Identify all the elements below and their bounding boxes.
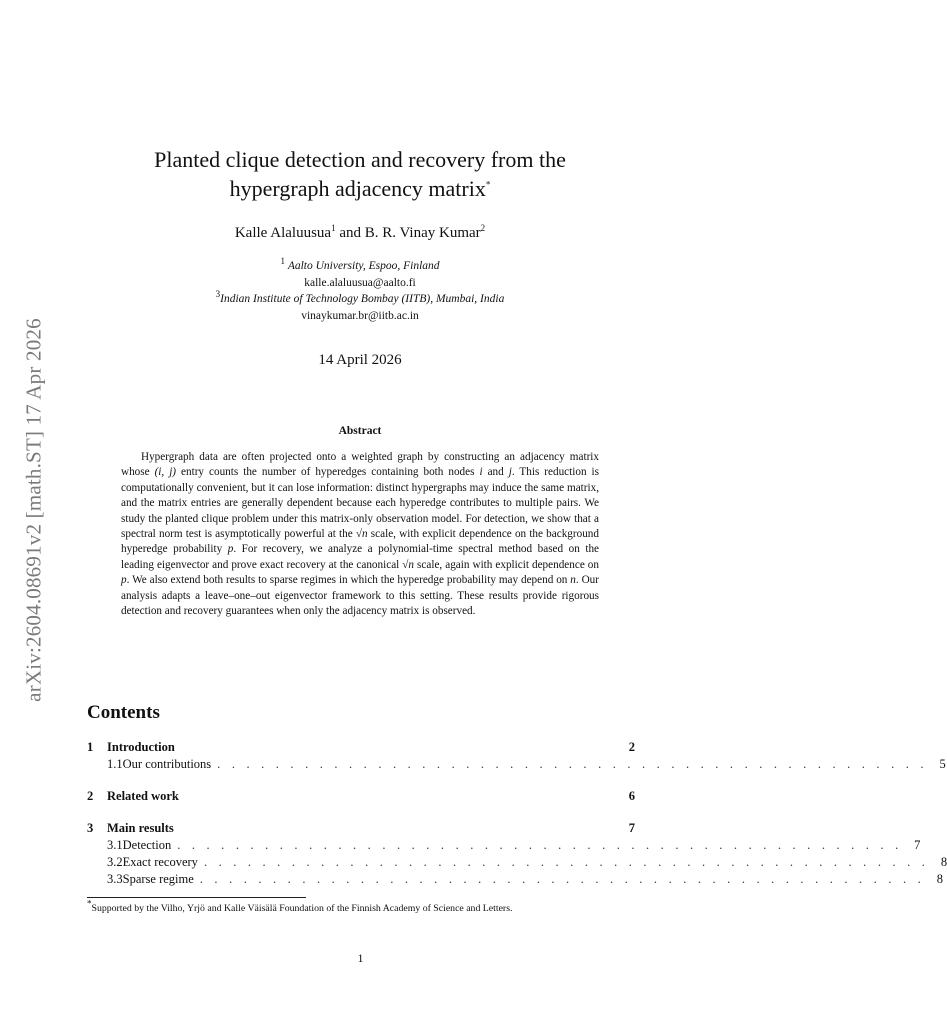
toc-number: 3 (87, 821, 94, 835)
abstract-text-9: . Our analysis adapts a leave–one–out eigenvector framework to this setting. These results provide rigorous detection and recovery guarantees when only the adjacency matrix is observed. (121, 574, 599, 618)
abstract-math-n: n (570, 574, 576, 587)
toc-page: 7 (628, 821, 635, 835)
footnote-rule (87, 897, 306, 898)
abstract-text-8: . We also extend both results to sparse regimes in which the hyperedge probability may depend on (126, 574, 571, 587)
toc-page: 7 (914, 838, 921, 852)
abstract-heading: Abstract (338, 425, 382, 437)
abstract-text-5: scale, with explicit dependence on the background hyperedge probability (121, 528, 599, 556)
affiliation-2-institution: Indian Institute of Technology Bombay (IITB), Mumbai, India (220, 293, 505, 305)
toc-title: Detection (122, 838, 172, 852)
abstract-math-ij: (i, j) (154, 466, 177, 479)
authors-line (95, 225, 625, 242)
abstract-text-4: . This reduction is computationally convenient, but it can lose information: distinct hypergraphs may induce the same matrix, and the matrix entries are generally dependent because each hyperedge contributes to multiple pairs. We study the planted clique problem under this matrix-only observation model. For detection, we show that a spectral norm test is asymptotically powerful at the (121, 466, 599, 541)
affiliation-1-mark: 1 (280, 256, 285, 267)
abstract-math-sqrt-n: √n (355, 528, 368, 541)
affiliation-2-mark: 3 (215, 289, 221, 300)
abstract-math-p: p (227, 543, 234, 556)
toc-leader-dots: . . . . . . . . . . . . . . . . . . . . . . . . . . . . . . . . . . . . . . . . . . . . . . . . . . (203, 855, 930, 869)
toc-entry-introduction[interactable] (87, 740, 635, 757)
affiliation-1 (95, 258, 625, 275)
toc-entry-sparse-regime[interactable] (87, 872, 943, 889)
toc-page: 8 (936, 872, 943, 886)
abstract-body (121, 450, 599, 619)
author-1: Kalle Alaluusua (234, 225, 332, 241)
affiliation-1-institution: Aalto University, Espoo, Finland (287, 260, 440, 272)
toc-title: Sparse regime (122, 872, 194, 886)
footnote-text: Supported by the Vilho, Yrjö and Kalle Väisälä Foundation of the Finnish Academy of Science and Letters. (91, 903, 513, 914)
author-1-affil-mark: 1 (331, 223, 336, 233)
abstract-text-1: Hypergraph data are often projected onto a weighted graph by constructing an adjacency matrix whose (121, 451, 599, 479)
toc-page: 8 (940, 855, 947, 869)
abstract-text-6: . For recovery, we analyze a polynomial-time spectral method based on the leading eigenvector and prove exact recovery at the canonical (121, 543, 599, 571)
author-2-affil-mark: 2 (480, 223, 486, 233)
toc-page: 5 (939, 757, 946, 771)
toc-entry-our-contributions[interactable] (87, 757, 946, 774)
affiliation-2 (95, 291, 625, 308)
contents-heading: Contents (87, 702, 160, 723)
toc-title: Exact recovery (122, 855, 198, 869)
title-footnote-mark: * (485, 179, 491, 190)
author-2: B. R. Vinay Kumar (364, 225, 481, 241)
abstract-math-sqrt-n-2: √n (402, 558, 415, 571)
toc-page: 2 (628, 740, 635, 754)
toc-title: Main results (107, 821, 174, 835)
affiliation-2-email: vinaykumar.br@iitb.ac.in (301, 309, 419, 322)
toc-entry-main-results[interactable] (87, 821, 635, 838)
title-line-1: Planted clique detection and recovery from the (154, 147, 566, 172)
affiliations (95, 258, 625, 324)
abstract-text-3: and (482, 466, 509, 479)
toc-entry-related-work[interactable] (87, 789, 635, 806)
abstract-math-p-2: p (121, 574, 127, 587)
toc-number: 3.2 (107, 855, 123, 869)
footnote-mark: * (87, 898, 92, 909)
abstract-math-i: i (479, 466, 483, 479)
toc-title: Introduction (107, 740, 175, 754)
abstract-text-2: entry counts the number of hyperedges containing both nodes (176, 466, 480, 479)
page-number: 1 (357, 951, 364, 965)
abstract-text-7: scale, again with explicit dependence on (414, 558, 599, 571)
affiliation-1-email: kalle.alaluusua@aalto.fi (304, 276, 416, 289)
toc-number: 1.1 (107, 757, 123, 771)
toc-entry-detection[interactable] (87, 838, 921, 855)
toc-number: 3.3 (107, 872, 123, 886)
toc-leader-dots: . . . . . . . . . . . . . . . . . . . . . . . . . . . . . . . . . . . . . . . . . . . . . . . . . (217, 757, 928, 771)
toc-number: 3.1 (107, 838, 123, 852)
arxiv-identifier-stamp: arXiv:2604.08691v2 [math.ST] 17 Apr 2026 (21, 318, 46, 702)
toc-entry-exact-recovery[interactable] (87, 855, 947, 872)
toc-title: Our contributions (122, 757, 212, 771)
toc-number: 2 (87, 789, 94, 803)
abstract-math-j: j (508, 466, 512, 479)
toc-title: Related work (107, 789, 179, 803)
toc-leader-dots: . . . . . . . . . . . . . . . . . . . . . . . . . . . . . . . . . . . . . . . . . . . . . . . . . . (199, 872, 925, 886)
publication-date: 14 April 2026 (318, 352, 402, 368)
footnote (87, 898, 635, 916)
paper-title (95, 145, 625, 203)
toc-number: 1 (87, 740, 94, 754)
authors-conjunction: and (335, 225, 365, 241)
toc-page: 6 (628, 789, 635, 803)
title-line-2-text: hypergraph adjacency matrix (229, 176, 486, 201)
title-line-2 (95, 174, 625, 203)
toc-leader-dots: . . . . . . . . . . . . . . . . . . . . . . . . . . . . . . . . . . . . . . . . . . . . . . . . . . (177, 838, 903, 852)
